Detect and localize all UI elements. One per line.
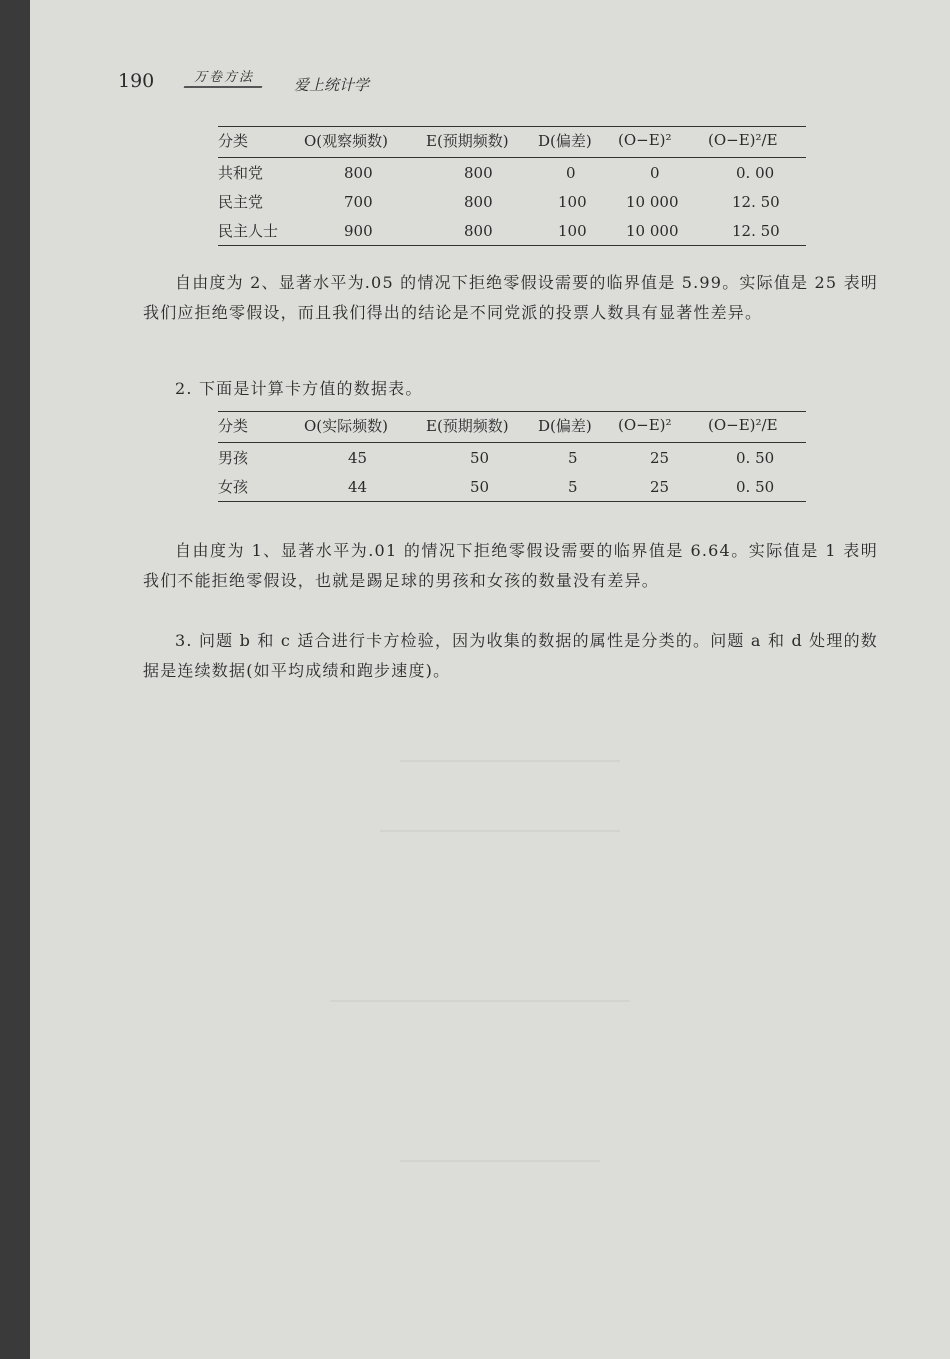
table-header-cell: (O−E)²/E — [708, 127, 806, 158]
table-cell: 0 — [566, 163, 576, 182]
table-header-cell: D(偏差) — [538, 127, 618, 158]
table-cell: 0. 00 — [736, 163, 775, 182]
table-cell: 5 — [568, 448, 578, 467]
table-row — [218, 443, 806, 473]
book-title: 爱上统计学 — [294, 76, 370, 94]
table-cell: 共和党 — [218, 164, 264, 182]
show-through-mark — [400, 760, 620, 762]
table-row — [218, 158, 806, 188]
table-cell: 民主人士 — [218, 222, 279, 240]
table-row — [218, 472, 806, 502]
table-cell: 10 000 — [626, 192, 679, 211]
table-cell: 900 — [344, 221, 373, 240]
answer-item-3: 3. 问题 b 和 c 适合进行卡方检验，因为收集的数据的属性是分类的。问题 a 和 d 处理的数据是连续数据(如平均成绩和跑步速度)。 — [143, 631, 878, 680]
chi-square-table-gender — [218, 411, 806, 502]
series-logo-underline — [184, 86, 263, 88]
table-cell: 0 — [650, 163, 660, 182]
table-cell: 12. 50 — [732, 192, 780, 211]
table-cell: 800 — [464, 163, 493, 182]
table-header-cell: E(预期频数) — [426, 127, 538, 158]
table-row — [218, 216, 806, 246]
table-header-cell: (O−E)² — [618, 127, 708, 158]
answer-item-2: 2. 下面是计算卡方值的数据表。 — [175, 379, 423, 398]
table-cell: 800 — [464, 221, 493, 240]
chi-square-table-party — [218, 126, 806, 246]
series-logo — [184, 66, 266, 96]
table-cell: 0. 50 — [736, 448, 775, 467]
paragraph-conclusion-2: 自由度为 1、显著水平为.01 的情况下拒绝零假设需要的临界值是 6.64。实际值是 1 表明我们不能拒绝零假设，也就是踢足球的男孩和女孩的数量没有差异。 — [143, 541, 878, 590]
table-cell: 700 — [344, 192, 373, 211]
page-number: 190 — [118, 70, 155, 92]
table-header-cell: (O−E)²/E — [708, 412, 806, 443]
table-row — [218, 187, 806, 216]
table-cell: 男孩 — [218, 449, 249, 467]
series-logo-text: 万卷方法 — [194, 70, 255, 85]
table-header-row — [218, 412, 806, 443]
table-cell: 民主党 — [218, 193, 264, 211]
table-header-cell: (O−E)² — [618, 412, 708, 443]
table-header-cell: E(预期频数) — [426, 412, 538, 443]
scan-binding-edge — [0, 0, 30, 1359]
table-header-cell: O(观察频数) — [304, 127, 426, 158]
table-cell: 5 — [568, 477, 578, 496]
table-cell: 100 — [558, 221, 587, 240]
table-cell: 50 — [470, 448, 490, 467]
table-cell: 25 — [650, 477, 670, 496]
table-header-row — [218, 127, 806, 158]
table-cell: 0. 50 — [736, 477, 775, 496]
table-header-cell: 分类 — [218, 127, 304, 158]
table-cell: 12. 50 — [732, 221, 780, 240]
table-cell: 50 — [470, 477, 490, 496]
table-header-cell: D(偏差) — [538, 412, 618, 443]
table-cell: 25 — [650, 448, 670, 467]
table-header-cell: 分类 — [218, 412, 304, 443]
page-header — [118, 66, 878, 100]
show-through-mark — [380, 830, 620, 832]
table-cell: 800 — [464, 192, 493, 211]
table-cell: 10 000 — [626, 221, 679, 240]
table-cell: 100 — [558, 192, 587, 211]
table-cell: 45 — [348, 448, 368, 467]
table-header-cell: O(实际频数) — [304, 412, 426, 443]
show-through-mark — [400, 1160, 600, 1162]
table-cell: 44 — [348, 477, 368, 496]
table-cell: 800 — [344, 163, 373, 182]
paragraph-conclusion-1: 自由度为 2、显著水平为.05 的情况下拒绝零假设需要的临界值是 5.99。实际值是 25 表明我们应拒绝零假设，而且我们得出的结论是不同党派的投票人数具有显著性差异。 — [143, 273, 878, 322]
show-through-mark — [330, 1000, 630, 1002]
table-cell: 女孩 — [218, 478, 249, 496]
